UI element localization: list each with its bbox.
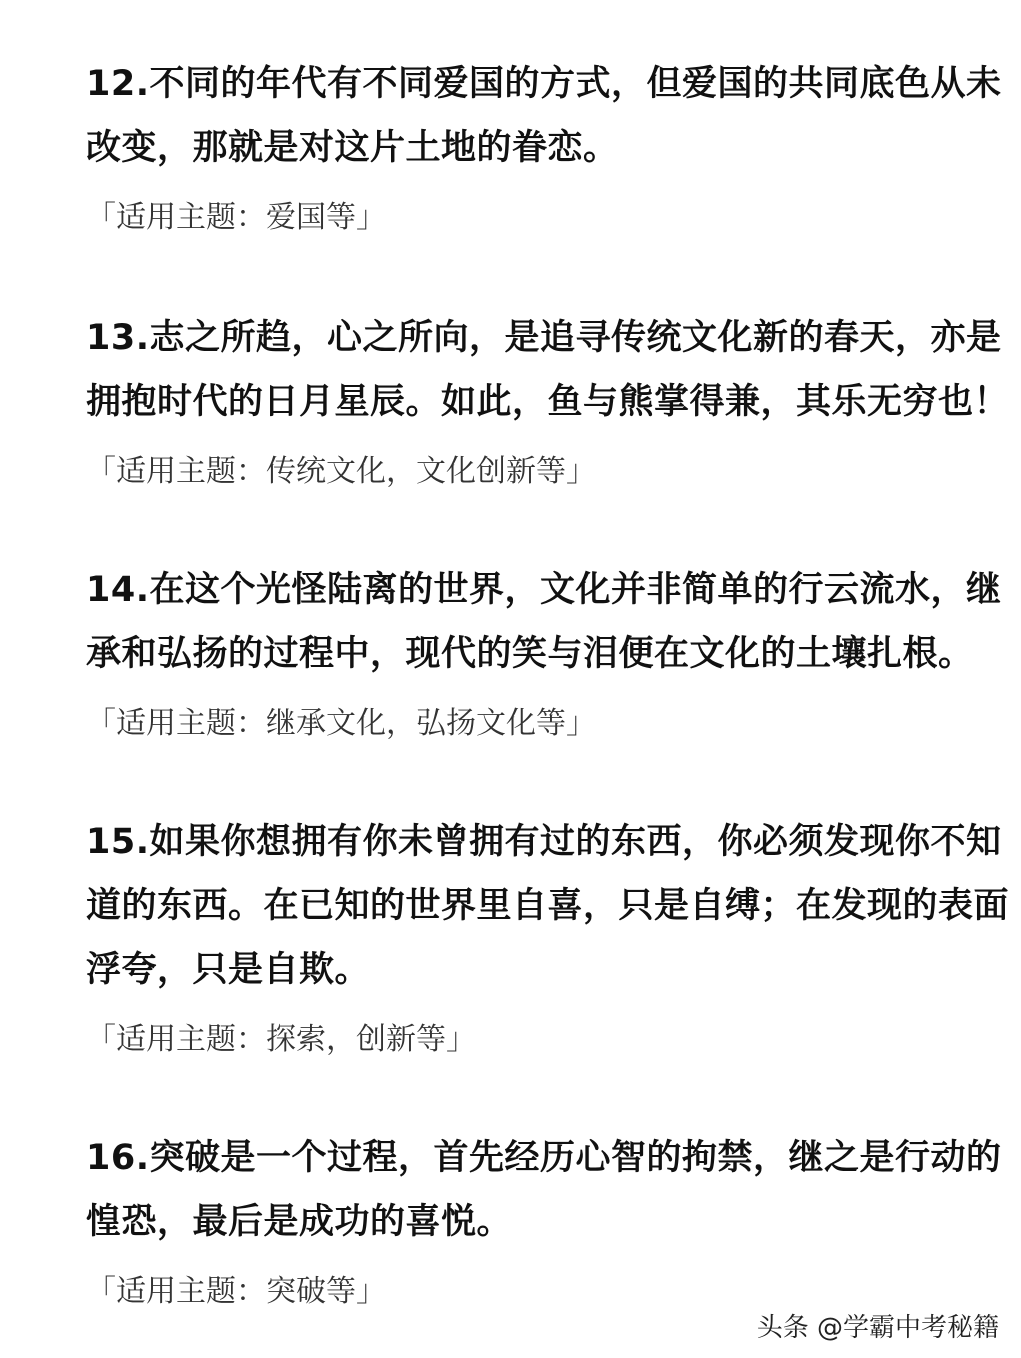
quote-text-line: 惶恐，最后是成功的喜悦。 xyxy=(86,1202,513,1242)
quote-entry-15 xyxy=(86,810,1010,1062)
watermark: 头条 @学霸中考秘籍 xyxy=(756,1313,999,1343)
quote-text-line: 拥抱时代的日月星辰。如此，鱼与熊掌得兼，其乐无穷也！ xyxy=(86,382,1010,422)
quote-entry-16 xyxy=(86,1126,1002,1314)
quote-text-line: 承和弘扬的过程中，现代的笑与泪便在文化的土壤扎根。 xyxy=(86,634,974,674)
quote-text-line: 13.志之所趋，心之所向，是追寻传统文化新的春天，亦是 xyxy=(86,318,1002,358)
quote-text-line: 浮夸，只是自欺。 xyxy=(86,950,371,990)
quote-text-line: 12.不同的年代有不同爱国的方式，但爱国的共同底色从未 xyxy=(86,64,1002,104)
quote-text-line: 道的东西。在已知的世界里自喜，只是自缚；在发现的表面 xyxy=(86,886,1010,926)
theme-label: 「适用主题：继承文化，弘扬文化等」 xyxy=(86,706,596,741)
quote-text-line: 16.突破是一个过程，首先经历心智的拘禁，继之是行动的 xyxy=(86,1138,1002,1178)
quote-entry-12 xyxy=(86,52,1002,240)
quote-text-line: 改变，那就是对这片土地的眷恋。 xyxy=(86,128,619,168)
theme-label: 「适用主题：爱国等」 xyxy=(86,200,386,235)
quote-text-line: 15.如果你想拥有你未曾拥有过的东西，你必须发现你不知 xyxy=(86,822,1002,862)
theme-label: 「适用主题：传统文化，文化创新等」 xyxy=(86,454,596,489)
quote-entry-13 xyxy=(86,306,1010,494)
quote-text-line: 14.在这个光怪陆离的世界，文化并非简单的行云流水，继 xyxy=(86,570,1002,610)
theme-label: 「适用主题：突破等」 xyxy=(86,1274,386,1309)
quote-entry-14 xyxy=(86,558,1002,746)
theme-label: 「适用主题：探索，创新等」 xyxy=(86,1022,476,1057)
